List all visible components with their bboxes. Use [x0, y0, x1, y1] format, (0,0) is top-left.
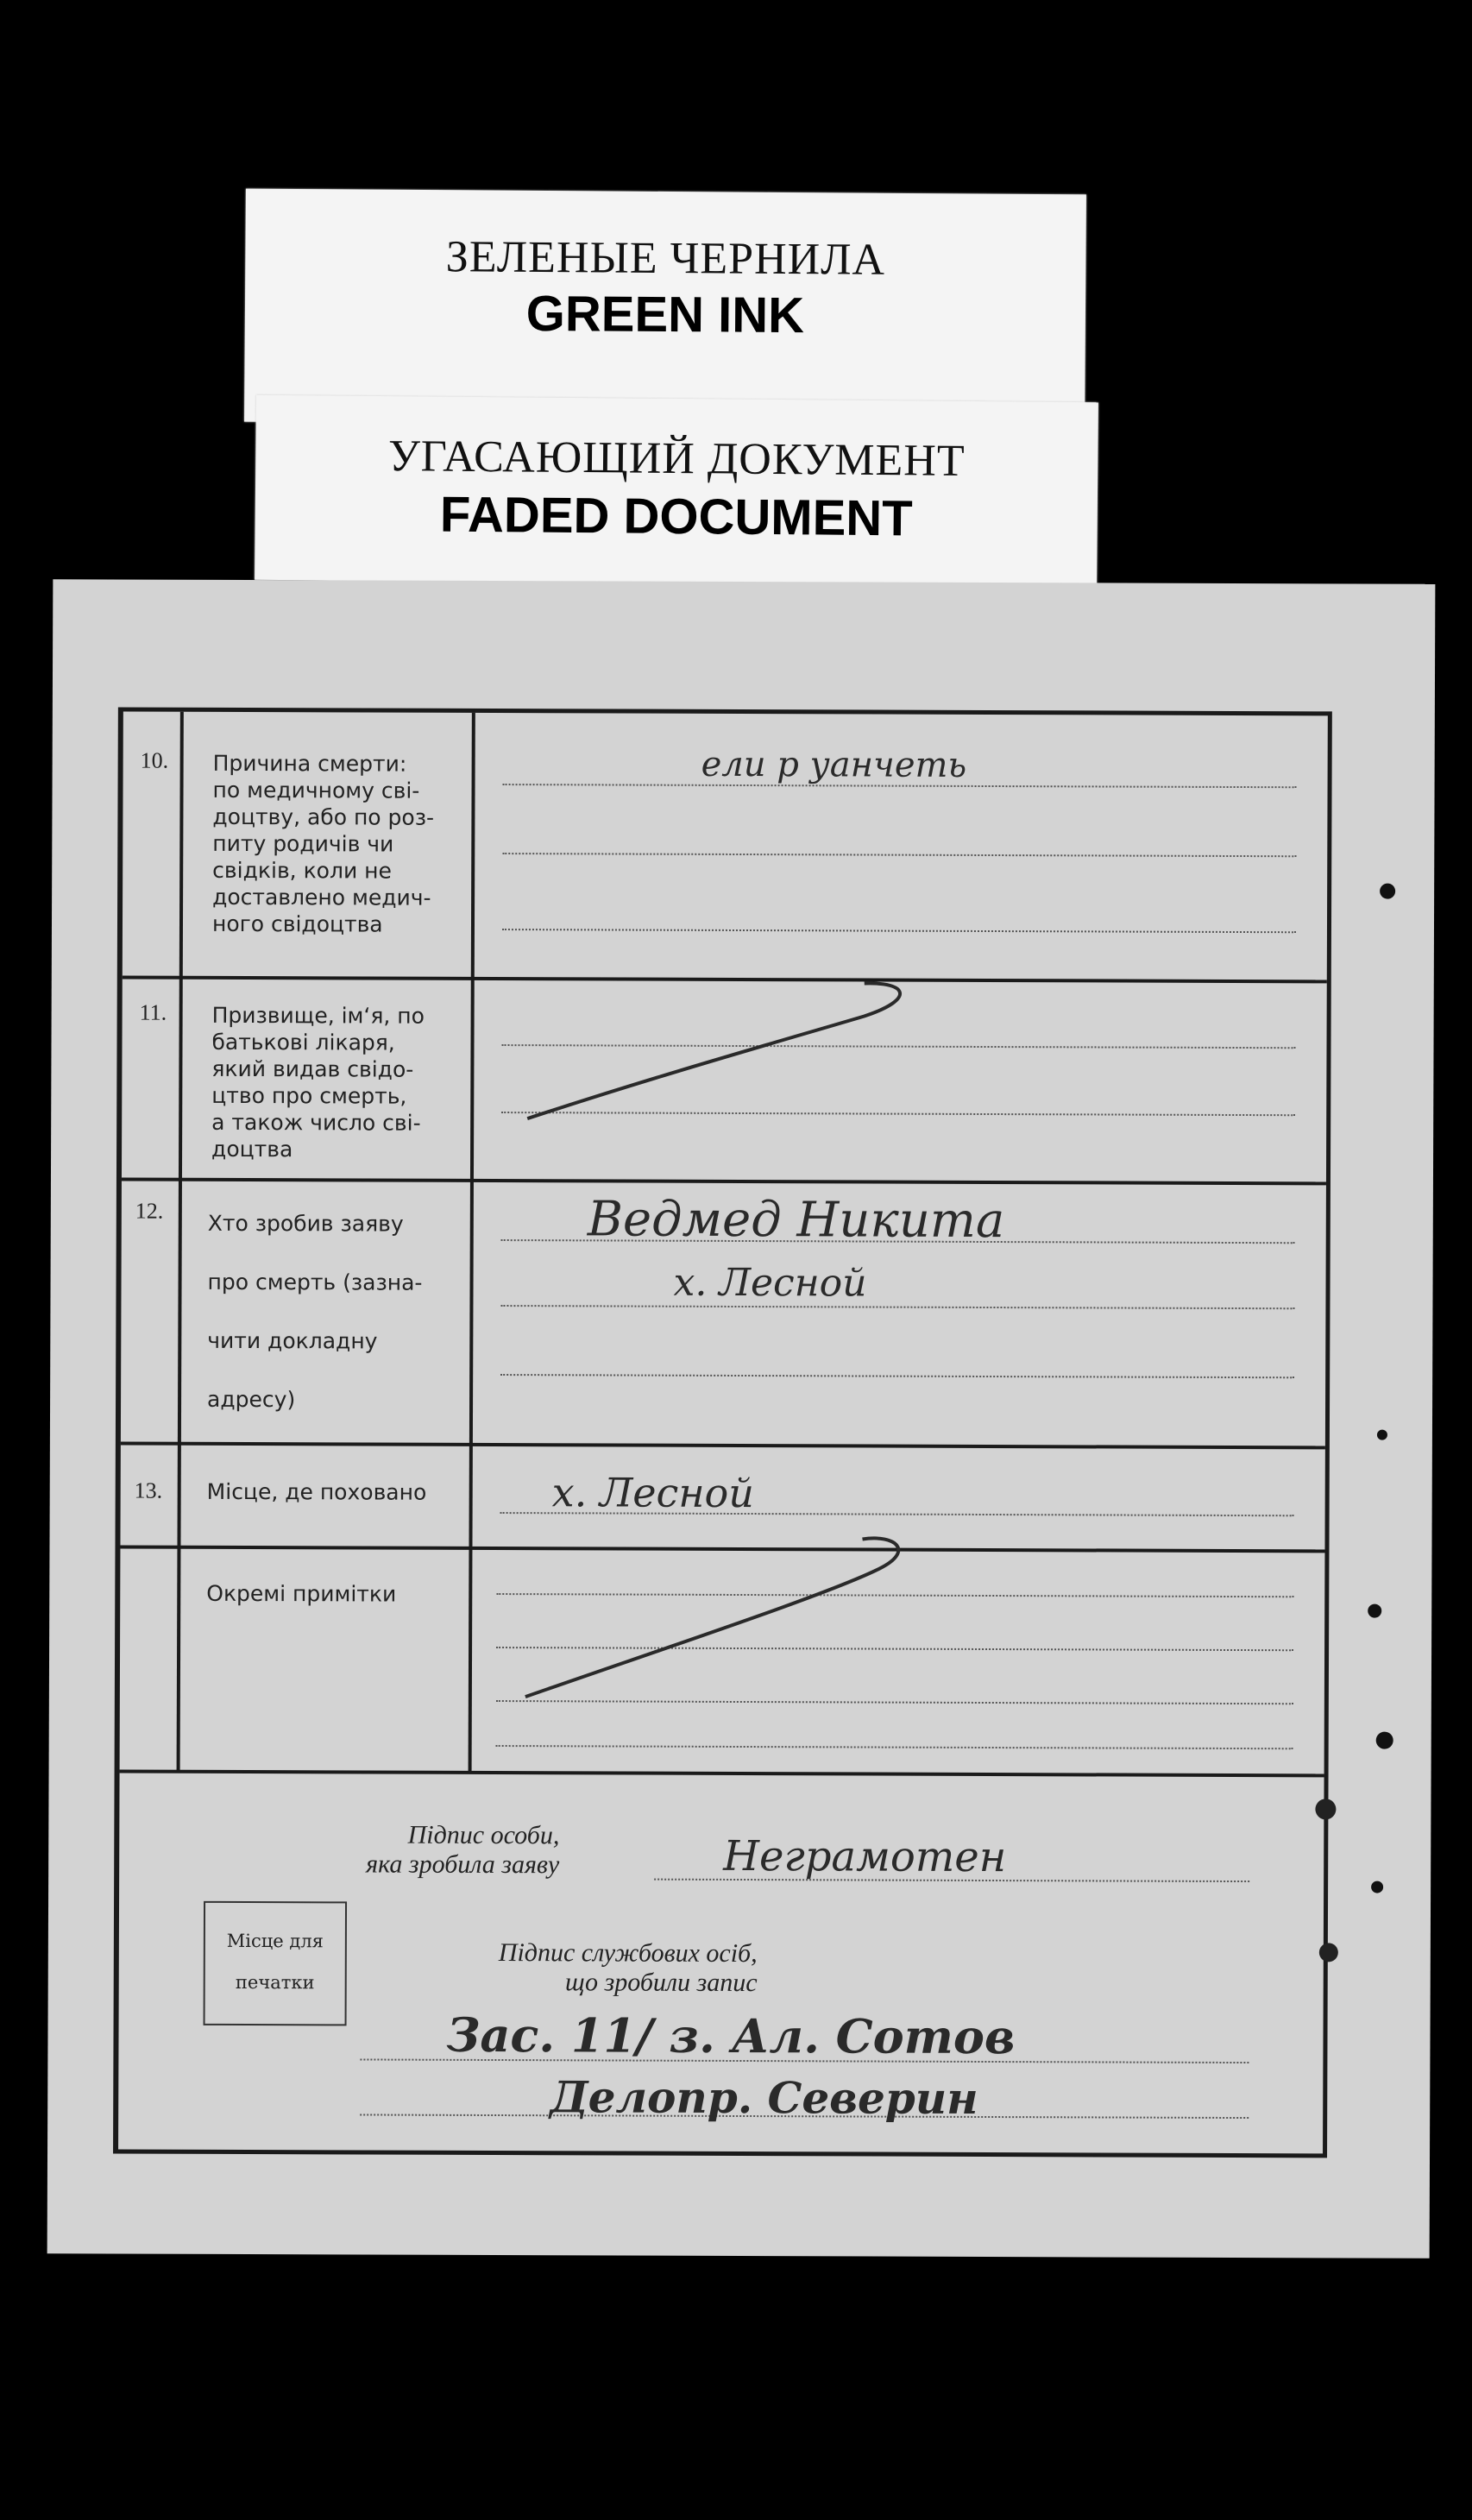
page-edge-marks [47, 579, 1436, 2259]
notes-label: Окремі примітки [206, 1580, 397, 1607]
faded-document-notice-label [255, 395, 1098, 588]
applicant-signature: Неграмотен [723, 1831, 1007, 1882]
faded-document-ru: УГАСАЮЩИЙ ДОКУМЕНТ [387, 432, 966, 486]
row-12-label: Хто зробив заяву про смерть (зазна- чити докладну адресу) [207, 1210, 423, 1413]
row-10-label: Причина смерти: по медичному сві- доцтву, або по роз- питу родичів чи свідків, коли не доставлено медич- ного свідоцтва [211, 750, 435, 937]
row-11-number: 11. [139, 999, 167, 1025]
applicant-signature-label: Підпис особи, яка зробила заяву [366, 1820, 560, 1880]
green-ink-en: GREEN INK [525, 285, 805, 344]
declarant-address-handwriting: х. Лесной [673, 1260, 867, 1306]
burial-place-handwriting: х. Лесной [551, 1469, 754, 1517]
row-13-label: Місце, де поховано [206, 1478, 427, 1505]
faded-document-en: FADED DOCUMENT [439, 486, 913, 547]
green-ink-ru: ЗЕЛЕНЫЕ ЧЕРНИЛА [445, 232, 886, 285]
stamp-place-label: Місце для печатки [226, 1930, 324, 1994]
green-ink-notice-label [244, 189, 1086, 428]
cause-of-death-handwriting: ели р уанчеть [701, 744, 967, 785]
row-12-number: 12. [135, 1198, 164, 1224]
row-11-label: Призвище, ім‘я, по батькові лікаря, який видав свідо- цтво про смерть, а також число сві- доцтва [211, 1002, 425, 1162]
row-10-number: 10. [140, 747, 169, 773]
officials-signature-label: Підпис службових осіб, що зробили запис [498, 1938, 758, 1998]
document-page [47, 579, 1436, 2259]
official-signature-1: Зас. 11/ з. Ал. Сотов [446, 2007, 1016, 2065]
declarant-name-handwriting: Ведмед Никита [587, 1191, 1005, 1250]
row-13-number: 13. [134, 1477, 163, 1503]
official-signature-2: Делопр. Северин [550, 2071, 978, 2124]
